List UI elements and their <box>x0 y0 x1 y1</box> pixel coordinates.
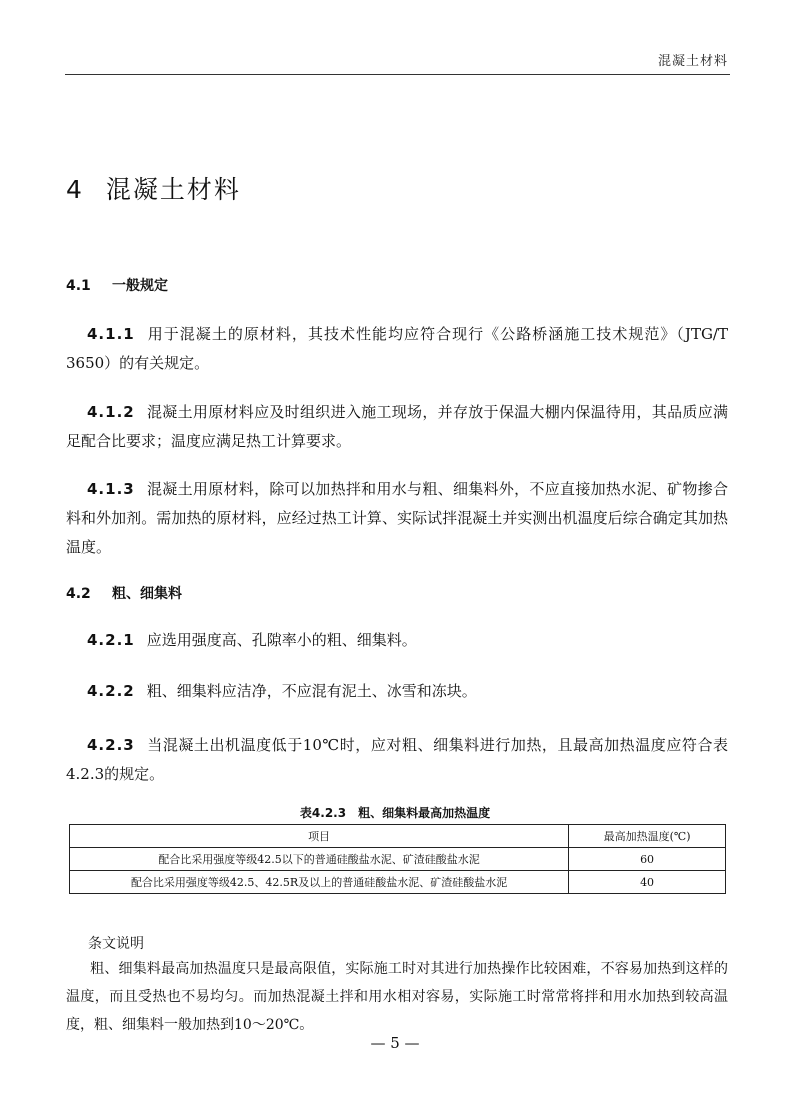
explanation-body <box>66 955 728 1039</box>
chapter-title <box>66 170 241 206</box>
clause-number: 4.1.3 <box>87 480 135 498</box>
clause-4-2-2 <box>66 677 728 706</box>
running-header: 混凝土材料 <box>657 54 728 69</box>
clause-number: 4.2.2 <box>87 682 135 700</box>
chapter-number: 4 <box>66 175 84 204</box>
clause-number: 4.1.2 <box>87 403 135 421</box>
table-cell-item: 配合比采用强度等级42.5、42.5R及以上的普通硅酸盐水泥、矿渣硅酸盐水泥 <box>70 871 569 894</box>
chapter-name: 混凝土材料 <box>105 175 241 204</box>
clause-4-1-2 <box>66 398 728 456</box>
clause-4-2-3 <box>66 731 728 789</box>
clause-number: 4.2.1 <box>87 631 135 649</box>
table-number: 表4.2.3 <box>299 806 347 820</box>
clause-4-2-1 <box>66 626 728 655</box>
clause-text: 当混凝土出机温度低于10℃时，应对粗、细集料进行加热，且最高加热温度应符合表4.2.3的规定。 <box>66 736 728 783</box>
header-rule <box>65 74 730 75</box>
clause-number: 4.2.3 <box>87 736 135 754</box>
section-heading-4-1 <box>66 275 168 295</box>
table-header-row <box>70 825 726 848</box>
clause-text: 应选用强度高、孔隙率小的粗、细集料。 <box>146 631 417 649</box>
table-header-item: 项目 <box>70 825 569 848</box>
table-cell-temperature: 60 <box>569 848 726 871</box>
table-row <box>70 871 726 894</box>
table-header-temperature: 最高加热温度(℃) <box>569 825 726 848</box>
heating-temperature-table <box>69 824 726 894</box>
clause-4-1-1 <box>66 320 728 378</box>
section-number: 4.2 <box>66 586 91 602</box>
clause-number: 4.1.1 <box>87 325 135 343</box>
explanation-text: 粗、细集料最高加热温度只是最高限值，实际施工时对其进行加热操作比较困难，不容易加热到这样的温度，而且受热也不易均匀。而加热混凝土拌和用水相对容易，实际施工时常常将拌和用水加热到较高温度，粗、细集料一般加热到10～20℃。 <box>66 961 728 1033</box>
table-title: 粗、细集料最高加热温度 <box>358 806 491 820</box>
table-caption <box>0 804 790 821</box>
clause-4-1-3 <box>66 475 728 562</box>
clause-text: 混凝土用原材料应及时组织进入施工现场，并存放于保温大棚内保温待用，其品质应满足配合比要求；温度应满足热工计算要求。 <box>66 403 728 450</box>
section-title: 粗、细集料 <box>112 586 182 602</box>
table-row <box>70 848 726 871</box>
clause-text: 粗、细集料应洁净，不应混有泥土、冰雪和冻块。 <box>146 682 477 700</box>
page-number: — 5 — <box>370 1034 420 1052</box>
explanation-title: 条文说明 <box>88 936 144 952</box>
section-number: 4.1 <box>66 278 91 294</box>
clause-text: 混凝土用原材料，除可以加热拌和用水与粗、细集料外，不应直接加热水泥、矿物掺合料和外加剂。需加热的原材料，应经过热工计算、实际试拌混凝土并实测出机温度后综合确定其加热温度。 <box>66 480 728 556</box>
clause-text: 用于混凝土的原材料，其技术性能均应符合现行《公路桥涵施工技术规范》（JTG/T 3650）的有关规定。 <box>66 325 728 372</box>
section-heading-4-2 <box>66 583 182 603</box>
table-cell-item: 配合比采用强度等级42.5以下的普通硅酸盐水泥、矿渣硅酸盐水泥 <box>70 848 569 871</box>
table-cell-temperature: 40 <box>569 871 726 894</box>
section-title: 一般规定 <box>112 278 168 294</box>
